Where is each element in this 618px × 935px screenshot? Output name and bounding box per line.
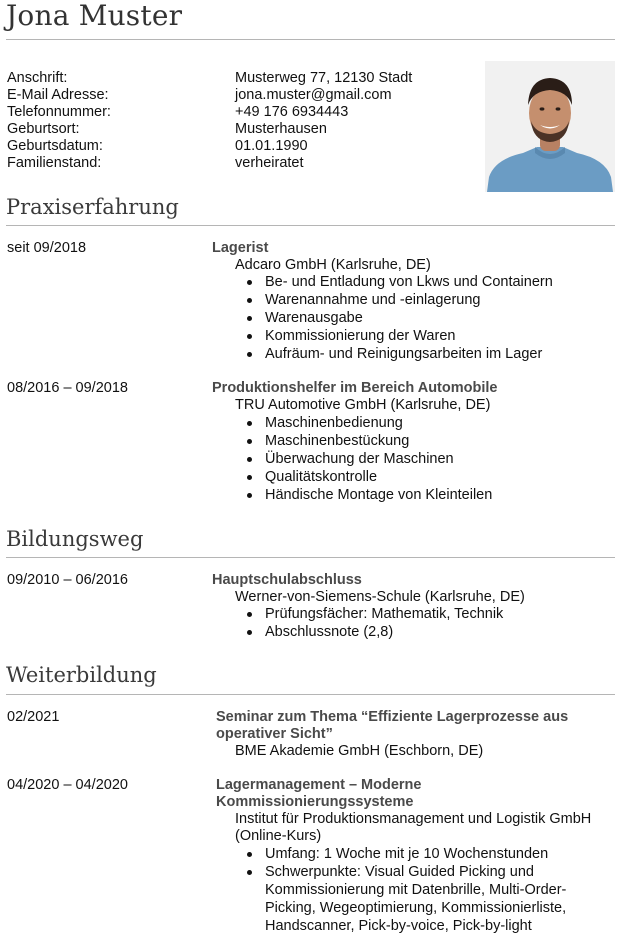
experience-divider — [6, 225, 615, 226]
detail-item: Umfang: 1 Woche mit je 10 Wochenstunden — [235, 845, 605, 863]
contact-value-email: jona.muster@gmail.com — [235, 87, 392, 103]
entry-title: Produktionshelfer im Bereich Automobile — [212, 380, 498, 396]
section-title-education: Bildungsweg — [6, 527, 144, 551]
entry-date: 04/2020 – 04/2020 — [7, 777, 128, 793]
entry-employer: TRU Automotive GmbH (Karlsruhe, DE) — [235, 397, 491, 413]
section-title-experience: Praxiserfahrung — [6, 195, 179, 219]
section-title-training: Weiterbildung — [6, 663, 157, 687]
training-divider — [6, 694, 615, 695]
detail-item: Schwerpunkte: Visual Guided Picking und Kommissionierung mit Datenbrille, Multi-Order-Picking, Wegeoptimierung, Kommissionierliste, Handscanner, Pick-by-voice, Pick-by-light — [235, 863, 605, 935]
contact-label-phone: Telefonnummer: — [7, 104, 111, 120]
contact-label-marital-status: Familienstand: — [7, 155, 102, 171]
entry-detail-list — [235, 605, 605, 641]
entry-institution-line: Institut für Produktionsmanagement und Logistik GmbH — [235, 811, 592, 827]
contact-value-phone: +49 176 6934443 — [235, 104, 349, 120]
task-item: Qualitätskontrolle — [235, 468, 605, 486]
contact-value-marital-status: verheiratet — [235, 155, 304, 171]
task-item: Warenausgabe — [235, 309, 605, 327]
task-item: Überwachung der Maschinen — [235, 450, 605, 468]
entry-institution-line: (Online-Kurs) — [235, 828, 322, 844]
entry-title: Hauptschulabschluss — [212, 572, 362, 588]
header-divider — [6, 39, 615, 40]
entry-date: 02/2021 — [7, 709, 60, 725]
entry-date: 08/2016 – 09/2018 — [7, 380, 128, 396]
entry-employer: Adcaro GmbH (Karlsruhe, DE) — [235, 257, 431, 273]
entry-title: Lagerist — [212, 240, 269, 256]
entry-date: seit 09/2018 — [7, 240, 87, 256]
entry-title-line: Seminar zum Thema “Effiziente Lagerprozesse aus — [216, 709, 569, 725]
entry-task-list — [235, 414, 605, 504]
entry-date: 09/2010 – 06/2016 — [7, 572, 128, 588]
entry-institution: BME Akademie GmbH (Eschborn, DE) — [235, 743, 484, 759]
task-item: Maschinenbestückung — [235, 432, 605, 450]
contact-label-birthdate: Geburtsdatum: — [7, 138, 103, 154]
entry-title-line: Kommissionierungssysteme — [216, 794, 414, 810]
contact-value-birthdate: 01.01.1990 — [235, 138, 308, 154]
task-item: Warenannahme und -einlagerung — [235, 291, 605, 309]
education-divider — [6, 557, 615, 558]
contact-value-address: Musterweg 77, 12130 Stadt — [235, 70, 413, 86]
detail-item: Prüfungsfächer: Mathematik, Technik — [235, 605, 605, 623]
portrait-illustration — [485, 61, 615, 192]
contact-label-birthplace: Geburtsort: — [7, 121, 80, 137]
contact-label-address: Anschrift: — [7, 70, 68, 86]
entry-task-list — [235, 273, 605, 363]
profile-photo — [485, 61, 615, 192]
task-item: Maschinenbedienung — [235, 414, 605, 432]
task-item: Be- und Entladung von Lkws und Containern — [235, 273, 605, 291]
task-item: Kommissionierung der Waren — [235, 327, 605, 345]
candidate-name: Jona Muster — [6, 0, 183, 32]
contact-value-birthplace: Musterhausen — [235, 121, 327, 137]
entry-institution: Werner-von-Siemens-Schule (Karlsruhe, DE) — [235, 589, 525, 605]
task-item: Händische Montage von Kleinteilen — [235, 486, 605, 504]
entry-title-line: operativer Sicht” — [216, 726, 333, 742]
contact-label-email: E-Mail Adresse: — [7, 87, 109, 103]
task-item: Aufräum- und Reinigungsarbeiten im Lager — [235, 345, 605, 363]
entry-detail-list — [235, 845, 605, 935]
entry-title-line: Lagermanagement – Moderne — [216, 777, 422, 793]
detail-item: Abschlussnote (2,8) — [235, 623, 605, 641]
